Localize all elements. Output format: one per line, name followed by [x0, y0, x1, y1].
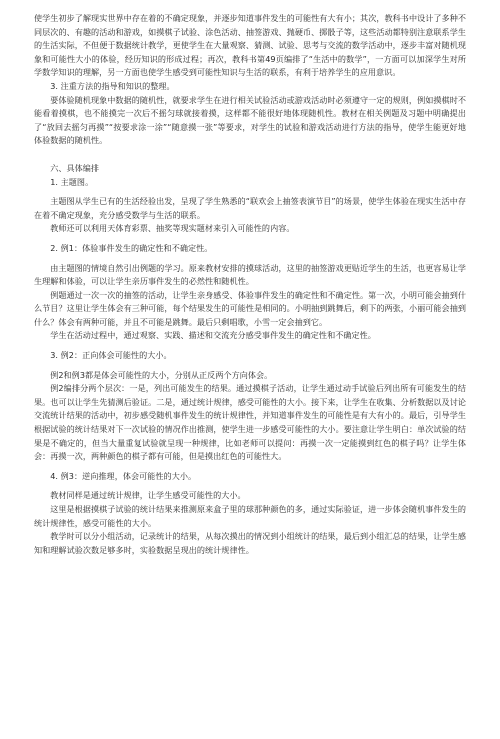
paragraph-example-3-intro: 教材同样是通过统计规律，让学生感受可能性的大小。	[50, 490, 246, 501]
section-heading-example-2: 3. 例2：正向体会可能性的大小。	[50, 350, 172, 361]
paragraph-example-3-detail: 这里是根据摸棋子试验的统计结果来推测原来盒子里的球那种颜色的多，通过实际验证，进一步体会随机事件发生的统计规律性，感受可能性的大小。	[34, 504, 466, 528]
chapter-heading-arrangement: 六、具体编排	[50, 162, 100, 173]
section-heading-example-3: 4. 例3：逆向推理，体会可能性的大小。	[50, 470, 197, 481]
paragraph-example-1-summary: 学生在活动过程中，通过观察、实践、描述和交流充分感受事件发生的确定性和不确定性。	[50, 330, 376, 341]
paragraph-example-2-detail: 例2编排分两个层次：一是，列出可能发生的结果。通过摸棋子活动，让学生通过动手试验后列出所有可能发生的结果。也可以让学生先猜测后验证。二是，通过统计规律，感受可能性的大小。接下来，让学生在收集、分析数据以及讨论交流统计结果的活动中，初步感受随机事件发生的统计规律性，并知道事件发生的可能性是有大有小的。最后，引导学生根据试验的统计结果对下一次试验的情况作出推测，使学生进一步感受可能性的大小。要注意让学生明白：单次试验的结果是不确定的，但当大量重复试验就呈现一种规律，比如老师可以提问：再摸一次一定能摸到红色的棋子吗？让学生体会：再摸一次，两种颜色的棋子都有可能，但是摸出红色的可能性大。	[34, 383, 466, 462]
paragraph-intro-continued: 使学生初步了解现实世界中存在着的不确定现象，并逐步知道事件发生的可能性有大有小；其次，教科书中设计了多种不同层次的、有趣的活动和游戏，如摸棋子试验、涂色活动、抽签游戏、抛硬币、掷骰子等，这些活动都特别注意联系学生的生活实际，不但便于数据统计教学，更使学生在大量观察、猜测、试验、思考与交流的数学活动中，逐步丰富对随机现象和可能性大小的体验，经历知识的形成过程；再次，教科书第49页编排了“生活中的数学”，一方面可以加深学生对所学数学知识的理解，另一方面也使学生感受到可能性知识与生活的联系，有利于培养学生的应用意识。	[34, 13, 466, 78]
section-heading-theme-image: 1. 主题图。	[50, 176, 94, 187]
paragraph-example-1-intro: 由主题图的情境自然引出例题的学习。原来教材安排的摸球活动，这里的抽签游戏更贴近学生的生活，也更容易让学生理解和体验，可以让学生亲历事件发生的必然性和随机性。	[34, 262, 466, 287]
paragraph-example-2-intro: 例2和例3都是体会可能性的大小，分别从正反两个方向体会。	[50, 369, 273, 380]
paragraph-theme-image: 主题图从学生已有的生活经验出发，呈现了学生熟悉的“联欢会上抽签表演节目”的场景，使学生体验在现实生活中存在着不确定现象，充分感受数学与生活的联系。	[34, 196, 466, 220]
paragraph-example-3-teaching: 教学时可以分小组活动，记录统计的结果，从每次摸出的情况到小组统计的结果，最后到小组汇总的结果，让学生感知和理解试验次数足够多时，实验数据呈现出的统计规律性。	[34, 531, 466, 555]
paragraph-example-1-detail: 例题通过一次一次的抽签的活动，让学生亲身感受、体验事件发生的确定性和不确定性。第一次，小明可能会抽到什么节目？这里让学生体会有三种可能，每个结果发生的可能性是相同的。小明抽到跳舞后，剩下的两张，小丽可能会抽到什么？体会有两种可能，并且不可能是跳舞。最后只剩唱歌，小雪一定会抽到它。	[34, 289, 466, 327]
section-heading-example-1: 2. 例1：体验事件发生的确定性和不确定性。	[50, 242, 213, 253]
section-heading-methods: 3. 注重方法的指导和知识的整理。	[50, 80, 175, 91]
paragraph-teacher-tip: 教师还可以利用天体育彩票、抽奖等现实题材来引入可能性的内容。	[50, 223, 295, 234]
paragraph-methods: 要体验随机现象中数据的随机性，就要求学生在进行相关试验活动或游戏活动时必须遵守一定的规则，例如摸棋时不能看着摸棋，也不能摸完一次后不摇匀球就接着摸，这样都不能很好地体现随机性。教材在相关例题及习题中明确提出了“放回去摇匀再摸”“按要求涂一涂”“随意摸一张”等要求，对学生的试验和游戏活动进行方法的指导，使学生能更好地体验数据的随机性。	[34, 94, 466, 146]
